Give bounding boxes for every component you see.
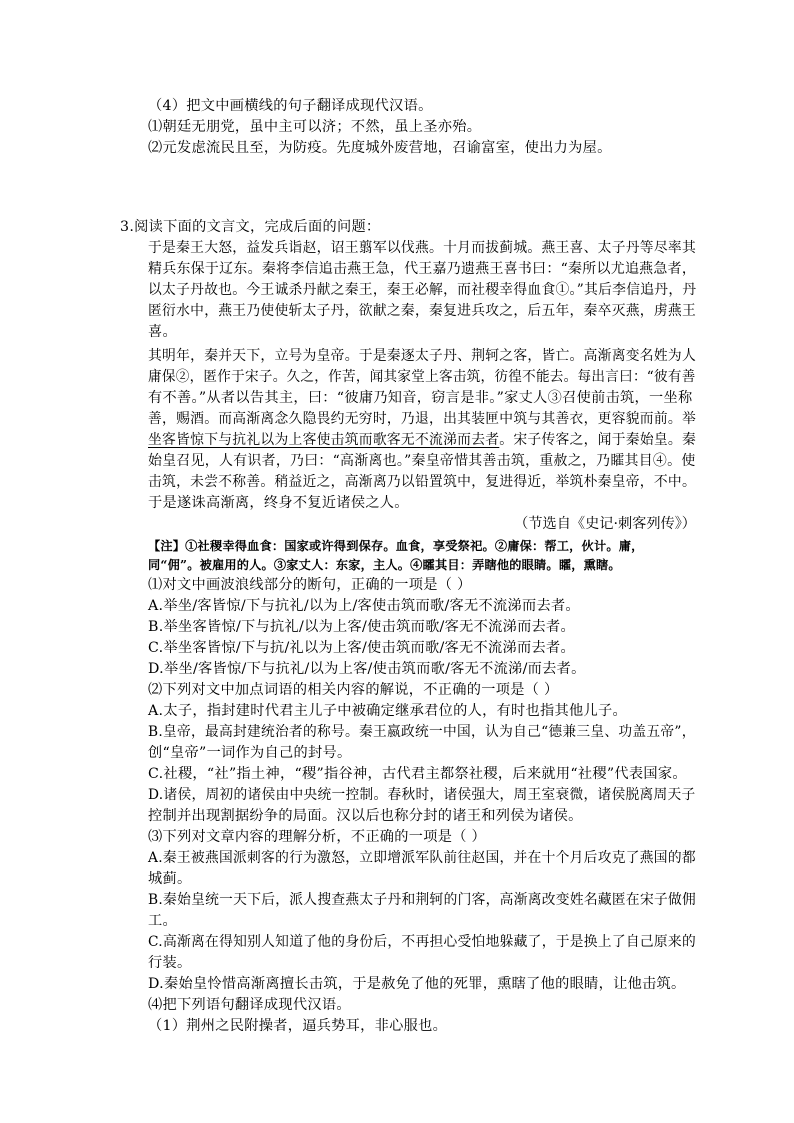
option-line: A.秦王被燕国派刺客的行为激怒，立即增派军队前往赵国，并在十个月后攻克了燕国的都: [148, 850, 696, 866]
translate-sentence-2: ⑵元发虑流民且至，为防疫。先度城外废营地，召谕富室，使出力为屋。: [148, 140, 612, 156]
option-line: 创“皇帝”一词作为自己的封号。: [148, 745, 352, 761]
option-line: B.举坐客皆惊/下与抗礼/以为上客/使击筑而歌/客无不流涕而去者。: [148, 619, 576, 635]
option-line: D.举坐/客皆惊/下与抗礼/以为上客/使击筑而歌/客无不流涕/而去者。: [148, 661, 586, 677]
passage-line: 匿衍水中，燕王乃使使斩太子丹，欲献之秦，秦复进兵攻之，后五年，秦卒灭燕，虏燕王: [148, 303, 697, 319]
option-line: C.高渐离在得知别人知道了他的身份后，不再担心受怕地躲藏了，于是换上了自己原来的: [148, 934, 696, 950]
option-line: 工。: [148, 913, 177, 929]
question-line: ⑴对文中画波浪线部分的断句，正确的一项是（ ）: [148, 577, 472, 593]
option-line: B.秦始皇统一天下后，派人搜查燕太子丹和荆轲的门客，高渐离改变姓名藏匿在宋子做佣: [148, 892, 697, 908]
question-3-intro: 3.阅读下面的文言文，完成后面的问题：: [120, 219, 381, 235]
option-line: A.举坐/客皆惊/下与抗礼/以为上/客使击筑而歌/客无不流涕而去者。: [148, 598, 580, 614]
annotation-line: 同“佣”。被雇用的人。③家丈人：东家，主人。④矐其目：弄瞎他的眼睛。矐，熏瞎。: [148, 558, 621, 572]
passage-line-underlined: [148, 430, 696, 450]
passage-line: 善，赐酒。而高渐离念久隐畏约无穷时，乃退，出其装匣中筑与其善衣，更容貌而前。举: [148, 411, 697, 427]
option-line: A.太子，指封建时代君主儿子中被确定继承君位的人，有时也指其他儿子。: [148, 703, 627, 719]
option-line: D.诸侯，周初的诸侯由中央统一控制。春秋时，诸侯强大，周王室衰微，诸侯脱离周天子: [148, 787, 696, 803]
passage-line: 其明年，秦并天下，立号为皇帝。于是秦逐太子丹、荆轲之客，皆亡。高渐离变名姓为人: [148, 348, 697, 364]
translate-item: （1）荆州之民附操者，逼兵势耳，非心服也。: [148, 1018, 448, 1034]
passage-line: 精兵东保于辽东。秦将李信追击燕王急，代王嘉乃遗燕王喜书曰：“秦所以尤追燕急者，: [148, 261, 697, 277]
question-line: ⑶下列对文章内容的理解分析，不正确的一项是（ ）: [148, 829, 487, 845]
passage-source: （节选自《史记·刺客列传》）: [514, 516, 696, 532]
annotation-line: 【注】①社稷幸得血食：国家或许得到保存。血食，享受祭祀。②庸保：帮工，伙计。庸，: [148, 539, 644, 553]
passage-line: 于是遂诛高渐离，终身不复近诸侯之人。: [148, 495, 409, 511]
option-line: C.举坐客皆惊/下与抗/礼以为上客/使击筑而歌/客无不流涕而去者。: [148, 640, 575, 656]
underlined-sentence: 坐客皆惊下与抗礼以为上客使击筑而歌客无不流涕而去者: [148, 432, 500, 448]
passage-line: 于是秦王大怒，益发兵诣赵，诏王翦军以伐燕。十月而拔蓟城。燕王喜、太子丹等尽率其: [148, 240, 697, 256]
option-line: 行装。: [148, 955, 192, 971]
translate-sentence-1: ⑴朝廷无朋党，虽中主可以济；不然，虽上圣亦殆。: [148, 119, 482, 135]
passage-line: 有不善。”从者以告其主，曰：“彼庸乃知音，窃言是非。”家丈人③召使前击筑，一坐称: [148, 390, 693, 406]
option-line: 控制并出现割据纷争的局面。汉以后也称分封的诸王和列侯为诸侯。: [148, 808, 583, 824]
passage-line-rest: 。宋子传客之，闻于秦始皇。秦: [499, 432, 697, 448]
passage-line: 始皇召见，人有识者，乃曰：“高渐离也。”秦皇帝惜其善击筑，重赦之，乃矐其目④。使: [148, 453, 696, 469]
passage-line: 庸保②，匿作于宋子。久之，作苦，闻其家堂上客击筑，彷徨不能去。每出言曰：“彼有善: [148, 369, 696, 385]
passage-line: 喜。: [148, 324, 177, 340]
passage-line: 击筑，未尝不称善。稍益近之，高渐离乃以铅置筑中，复进得近，举筑朴秦皇帝，不中。: [148, 474, 697, 490]
item4-label: （4）把文中画横线的句子翻译成现代汉语。: [148, 98, 433, 114]
option-line: B.皇帝，最高封建统治者的称号。秦王嬴政统一中国，认为自己“德兼三皇、功盖五帝”，: [148, 724, 696, 740]
question-line: ⑵下列对文中加点词语的相关内容的解说，不正确的一项是（ ）: [148, 682, 559, 698]
option-line: 城蓟。: [148, 871, 192, 887]
option-line: D.秦始皇怜惜高渐离擅长击筑，于是赦免了他的死罪，熏瞎了他的眼睛，让他击筑。: [148, 976, 686, 992]
question-line: ⑷把下列语句翻译成现代汉语。: [148, 997, 351, 1013]
option-line: C.社稷，“社”指土神，“稷”指谷神，古代君主都祭社稷，后来就用“社稷”代表国家。: [148, 766, 687, 782]
passage-line: 以太子丹故也。今王诚杀丹献之秦王，秦王必解，而社稷幸得血食①。”其后李信追丹，丹: [148, 282, 697, 298]
